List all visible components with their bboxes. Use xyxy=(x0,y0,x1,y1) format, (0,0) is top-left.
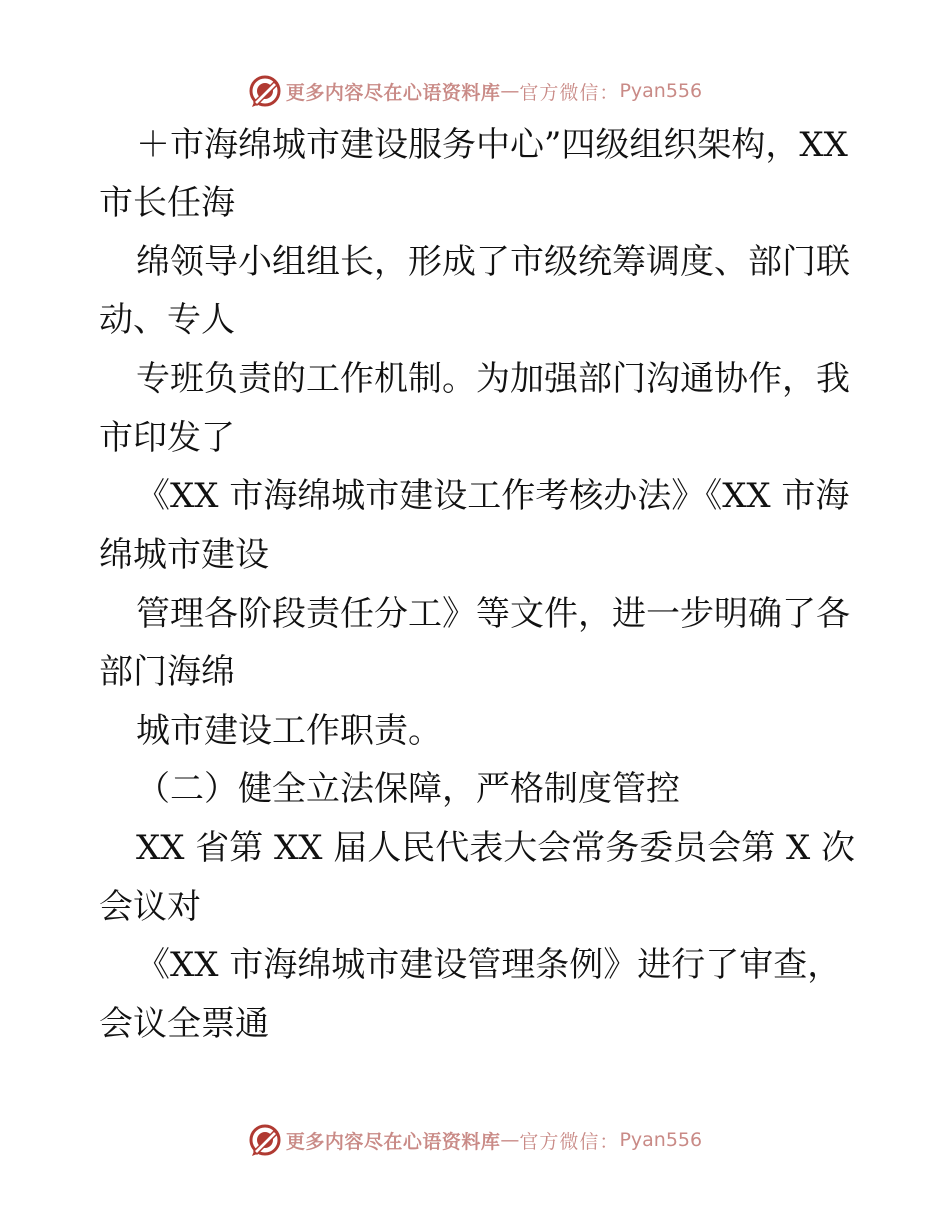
watermark-wechat-label: 官方微信： xyxy=(519,81,620,104)
section-heading: （二）健全立法保障，严格制度管控 xyxy=(136,769,680,809)
watermark-main-text: 更多内容尽在心语资料库 xyxy=(285,81,501,104)
body-line: 绵领导小组组长，形成了市级统筹调度、部门联 xyxy=(136,242,850,282)
body-line: 市长任海 xyxy=(99,183,235,223)
body-line: 部门海绵 xyxy=(99,652,235,692)
body-line: 城市建设工作职责。 xyxy=(136,711,442,751)
body-line: 动、专人 xyxy=(99,300,235,340)
watermark-separator: — xyxy=(500,1129,520,1151)
body-line: 会议对 xyxy=(99,887,201,927)
body-line: 市印发了 xyxy=(99,418,235,458)
watermark-main-text: 更多内容尽在心语资料库 xyxy=(285,1130,501,1153)
pen-seal-logo-icon xyxy=(248,1123,282,1157)
body-line: 绵城市建设 xyxy=(99,535,269,575)
watermark-wechat-label: 官方微信： xyxy=(519,1130,620,1153)
body-line: XX 省第 XX 届人民代表大会常务委员会第 X 次 xyxy=(136,828,856,868)
body-line: 《XX 市海绵城市建设工作考核办法》《XX 市海 xyxy=(136,476,850,516)
footer-watermark xyxy=(0,1120,950,1160)
body-line: 管理各阶段责任分工》等文件，进一步明确了各 xyxy=(136,594,850,634)
watermark-separator: — xyxy=(500,80,520,102)
body-line: 专班负责的工作机制。为加强部门沟通协作，我 xyxy=(136,359,850,399)
body-line: 会议全票通 xyxy=(99,1004,269,1044)
watermark-wechat-id: Pyan556 xyxy=(619,1129,703,1151)
header-watermark xyxy=(0,71,950,111)
watermark-wechat-id: Pyan556 xyxy=(619,80,703,102)
pen-seal-logo-icon xyxy=(248,74,282,108)
body-line: 《XX 市海绵城市建设管理条例》进行了审查， xyxy=(136,945,842,985)
body-line: ＋市海绵城市建设服务中心”四级组织架构，XX xyxy=(136,125,848,165)
